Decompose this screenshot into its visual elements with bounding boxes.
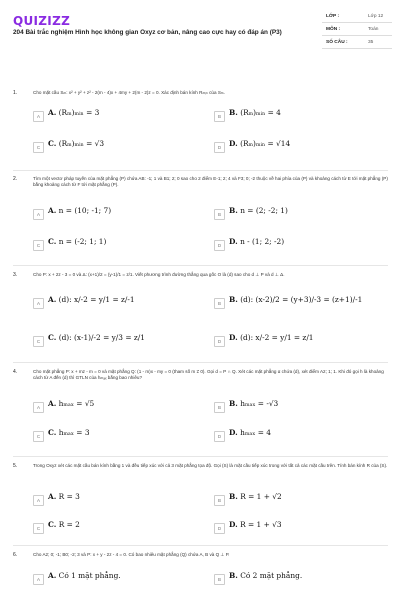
meta-row-class — [322, 10, 392, 23]
option-label: B. — [229, 399, 238, 408]
option-letter: C — [33, 523, 44, 534]
option-letter: C — [33, 240, 44, 251]
option-label: B. — [229, 206, 238, 215]
option-label: D. — [229, 139, 238, 148]
divider — [13, 545, 388, 546]
option-letter: C — [33, 431, 44, 442]
option-letter: A — [33, 402, 44, 413]
option-value: (Rₘ)ₘᵢₙ = 4 — [240, 108, 281, 117]
option-letter: D — [214, 431, 225, 442]
question-number: 4. — [13, 369, 18, 375]
option-letter: D — [214, 336, 225, 347]
option-label: A. — [48, 108, 57, 117]
quizizz-logo: QUIZIZZ — [13, 14, 71, 28]
option-value: Có 1 mặt phẳng. — [58, 571, 121, 580]
option-label: D. — [229, 333, 238, 342]
option-letter: C — [33, 142, 44, 153]
question-text: Cho mặt cầu Sₘ: x² + y² + z² - 2(m - 4)x + 4my + 2(m - 2)z = 0. Xác định bán kính Rₘᵢₙ của Sₘ. — [33, 90, 226, 95]
question-text: Cho P: x + 2z - 3 = 0 và Δ: (x+1)/2 = (y-1)/1 = z/1. Viết phương trình đường thẳng qua gốc O là (d) sao cho d ⊥ P và d ⊥ Δ. — [33, 272, 285, 277]
question-text: Trong Oxyz xét các mặt cầu bán kính bằng 1 và đều tiếp xúc với cả 3 mặt phẳng tọa độ. Gọi (S) là mặt cầu tiếp xúc trong với tất cả các mặt cầu trên. Tính bán kính R của (S). — [33, 463, 388, 468]
question-number: 3. — [13, 272, 18, 278]
option-letter: D — [214, 240, 225, 251]
meta-row-subject — [322, 23, 392, 36]
meta-value: Toán — [368, 27, 379, 32]
option-letter: A — [33, 574, 44, 585]
option-label: D. — [229, 428, 238, 437]
divider — [13, 362, 388, 363]
option-value: R = 3 — [58, 492, 80, 501]
option-value: R = 1 + √3 — [240, 520, 282, 529]
option-label: A. — [48, 206, 57, 215]
option-label: B. — [229, 295, 238, 304]
option-label: C. — [48, 333, 57, 342]
option-value: (Rₘ)ₘᵢₙ = √3 — [58, 139, 105, 148]
option-letter: C — [33, 336, 44, 347]
option-value: (d): x/-2 = y/1 = z/-1 — [58, 295, 135, 304]
option-letter: D — [214, 142, 225, 153]
question-number: 5. — [13, 463, 18, 469]
question-number: 1. — [13, 90, 18, 96]
question-number: 2. — [13, 176, 18, 182]
option-value: (Rₘ)ₘᵢₙ = 3 — [58, 108, 100, 117]
divider — [13, 265, 388, 266]
option-label: B. — [229, 492, 238, 501]
worksheet-header — [0, 0, 400, 78]
option-label: A. — [48, 492, 57, 501]
option-label: C. — [48, 139, 57, 148]
option-label: C. — [48, 520, 57, 529]
worksheet-title: 204 Bài trắc nghiệm Hình học không gian Oxyz cơ bản, nâng cao cực hay có đáp án (P3) — [13, 29, 282, 36]
option-letter: A — [33, 209, 44, 220]
meta-value: Lớp 12 — [368, 14, 384, 19]
question-text: Cho A2; 0; -1; B0; -2; 3 và P: x + y - 2z - 4 = 0. Có bao nhiêu mặt phẳng (Q) chứa A, B và Q ⊥ P. — [33, 552, 230, 557]
option-label: A. — [48, 399, 57, 408]
option-label: D. — [229, 237, 238, 246]
option-letter: B — [214, 298, 225, 309]
meta-value: 35 — [368, 40, 374, 45]
option-letter: A — [33, 111, 44, 122]
option-value: hₘₐₓ = 3 — [58, 428, 90, 437]
option-value: hₘₐₓ = √5 — [58, 399, 95, 408]
option-value: (d): (x-2)/2 = (y+3)/-3 = (z+1)/-1 — [240, 295, 363, 304]
option-letter: B — [214, 209, 225, 220]
option-value: (d): (x-1)/-2 = y/3 = z/1 — [58, 333, 145, 342]
option-label: B. — [229, 108, 238, 117]
option-letter: B — [214, 402, 225, 413]
option-value: n = (2; -2; 1) — [240, 206, 288, 215]
option-label: C. — [48, 237, 57, 246]
option-value: n = (10; -1; 7) — [58, 206, 112, 215]
meta-key: SỐ CÂU : — [326, 40, 348, 45]
option-value: R = 1 + √2 — [240, 492, 282, 501]
option-label: A. — [48, 295, 57, 304]
question-text: Tìm một vectơ pháp tuyến của mặt phẳng (P) chứa AB: -1; 1 và B1; 2; 0 sao cho 2 điểm E-1; 2; 4 và F3; 0; -2 thuộc về hai phía của (P) và khoảng cách từ E tới mặt phẳng (P) bằng khoảng cách từ F tới mặt phẳng (P). — [33, 176, 388, 188]
option-value: hₘₐₓ = 4 — [240, 428, 271, 437]
option-value: n - (1; 2; -2) — [240, 237, 285, 246]
question-number: 6. — [13, 552, 18, 558]
option-value: hₘₐₓ = -√3 — [240, 399, 279, 408]
option-value: n = (-2; 1; 1) — [58, 237, 107, 246]
option-letter: A — [33, 298, 44, 309]
divider — [13, 170, 388, 171]
option-letter: B — [214, 111, 225, 122]
option-label: C. — [48, 428, 57, 437]
divider — [13, 456, 388, 457]
option-letter: A — [33, 495, 44, 506]
meta-table — [322, 10, 392, 49]
option-value: (d): x/-2 = y/1 = z/1 — [240, 333, 314, 342]
option-value: Có 2 mặt phẳng. — [240, 571, 303, 580]
option-letter: D — [214, 523, 225, 534]
option-value: R = 2 — [58, 520, 80, 529]
option-label: B. — [229, 571, 238, 580]
option-label: D. — [229, 520, 238, 529]
option-value: (Rₘ)ₘᵢₙ = √14 — [240, 139, 291, 148]
meta-key: LỚP : — [326, 14, 340, 19]
option-letter: B — [214, 495, 225, 506]
meta-key: MÔN : — [326, 27, 341, 32]
meta-row-count — [322, 36, 392, 49]
option-label: A. — [48, 571, 57, 580]
option-letter: B — [214, 574, 225, 585]
question-text: Cho mặt phẳng P: x + mz - m = 0 và mặt phẳng Q: (1 - m)x - my = 0 (tham số m ≠ 0). Gọi d = P ∩ Q. Xét các mặt phẳng α chứa (d), xét điểm A2; 1; 1. Khi đó gọi h là khoảng cách từ A đến (d) thì GTLN của hₘₐₓ bằng bao nhiêu? — [33, 369, 384, 381]
